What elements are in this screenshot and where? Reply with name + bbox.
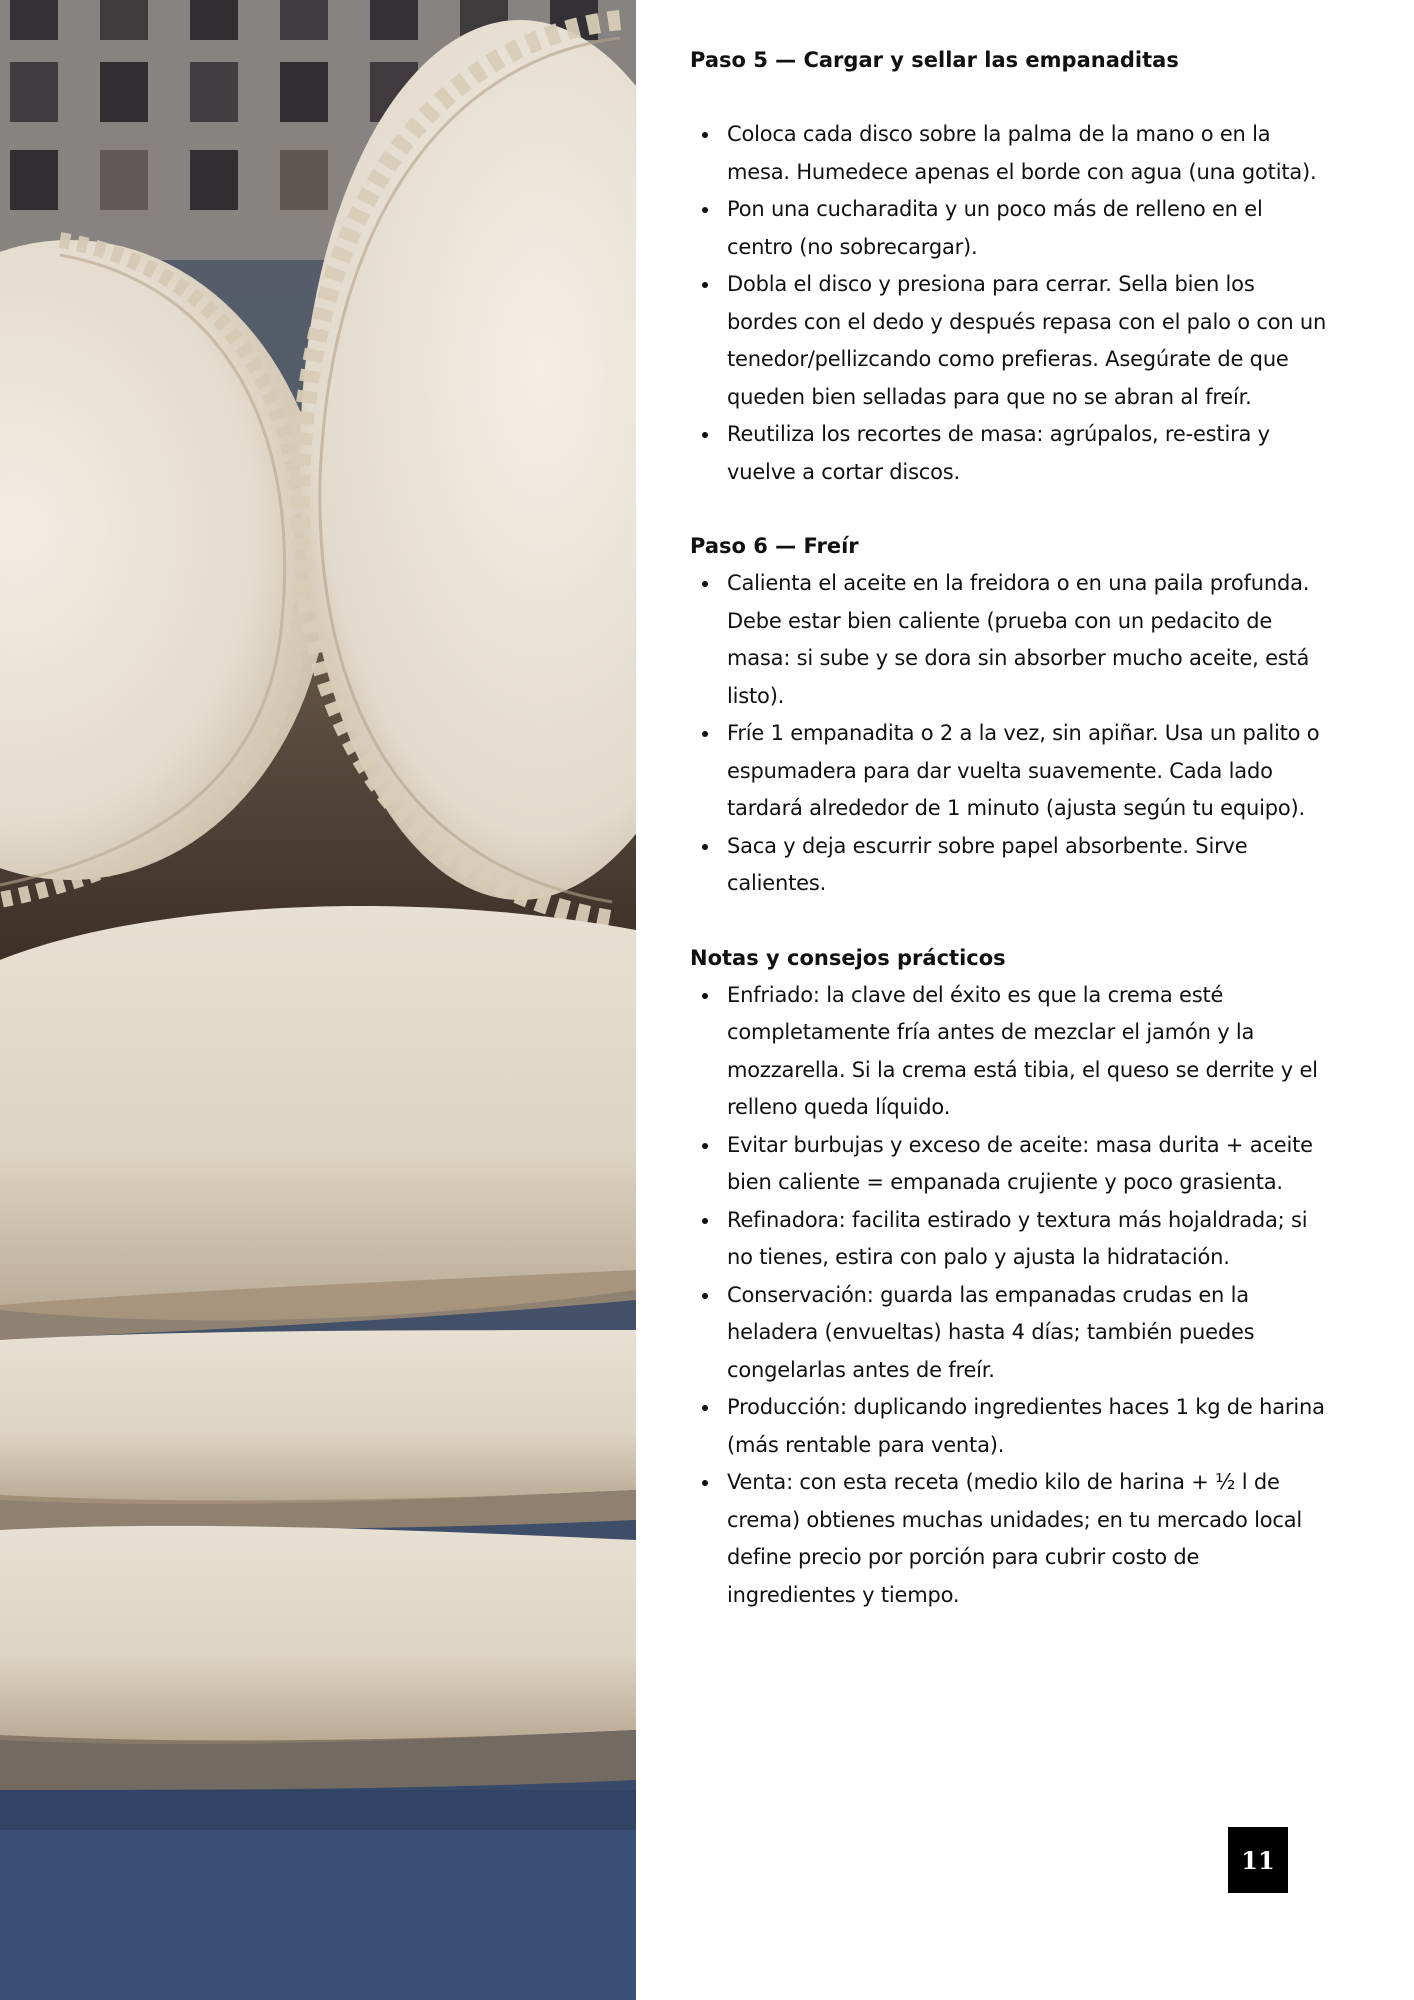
list-item [690, 977, 1330, 1127]
list-item-text: Conservación: guarda las empanadas crudas en la heladera (envueltas) hasta 4 días; también puedes congelarlas antes de freír. [727, 1282, 1255, 1382]
list-item-text: Enfriado: la clave del éxito es que la crema esté completamente fría antes de mezclar el jamón y la mozzarella. Si la crema está tibia, el queso se derrite y el relleno queda líquido. [727, 982, 1318, 1119]
list-item [690, 116, 1330, 191]
bullet-icon [702, 207, 708, 213]
bullet-icon [702, 1293, 708, 1299]
list-item-text: Venta: con esta receta (medio kilo de harina + ½ l de crema) obtienes muchas unidades; en tu mercado local define precio por porción para cubrir costo de ingredientes y tiempo. [727, 1470, 1303, 1607]
list-item [690, 715, 1330, 828]
list-item-text: Reutiliza los recortes de masa: agrúpalos, re-estira y vuelve a cortar discos. [727, 422, 1270, 484]
section-paso-5 [690, 42, 1330, 491]
bullet-icon [702, 432, 708, 438]
list-item-text: Saca y deja escurrir sobre papel absorbente. Sirve calientes. [727, 833, 1248, 895]
list-item-text: Refinadora: facilita estirado y textura más hojaldrada; si no tienes, estira con palo y ajusta la hidratación. [727, 1207, 1308, 1269]
list-item-text: Fríe 1 empanadita o 2 a la vez, sin apiñar. Usa un palito o espumadera para dar vuelta suavemente. Cada lado tardará alrededor de 1 minuto (ajusta según tu equipo). [727, 721, 1320, 820]
bullet-icon [702, 1218, 708, 1224]
bullet-icon [702, 1480, 708, 1486]
bullet-list [690, 977, 1330, 1615]
spacer [690, 79, 1330, 116]
list-item-text: Coloca cada disco sobre la palma de la mano o en la mesa. Humedece apenas el borde con agua (una gotita). [727, 122, 1317, 184]
bullet-icon [702, 581, 708, 587]
list-item-text: Dobla el disco y presiona para cerrar. Sella bien los bordes con el dedo y después repasa con el palo o con un tenedor/pellizcando como prefieras. Asegúrate de que queden bien selladas para que no se abran al freír. [727, 272, 1327, 409]
spacer [690, 903, 1330, 940]
bullet-icon [702, 132, 708, 138]
list-item-text: Calienta el aceite en la freidora o en una paila profunda. Debe estar bien caliente (prueba con un pedacito de masa: si sube y se dora sin absorber mucho aceite, está listo). [727, 571, 1310, 708]
list-item [690, 828, 1330, 903]
section-heading: Paso 6 — Freír [690, 534, 859, 558]
section-notas [690, 940, 1330, 1615]
page-number: 11 [1228, 1827, 1288, 1893]
recipe-content [690, 42, 1330, 1614]
bullet-icon [702, 844, 708, 850]
bullet-icon [702, 282, 708, 288]
list-item [690, 1202, 1330, 1277]
bullet-icon [702, 1143, 708, 1149]
empanadas-illustration [0, 0, 636, 2000]
bullet-icon [702, 731, 708, 737]
bullet-list [690, 565, 1330, 903]
list-item-text: Evitar burbujas y exceso de aceite: masa durita + aceite bien caliente = empanada crujiente y poco grasienta. [727, 1132, 1313, 1194]
list-item [690, 191, 1330, 266]
list-item [690, 266, 1330, 416]
section-paso-6 [690, 528, 1330, 903]
list-item [690, 1389, 1330, 1464]
list-item [690, 565, 1330, 715]
list-item [690, 1127, 1330, 1202]
bullet-icon [702, 1405, 708, 1411]
list-item [690, 1277, 1330, 1390]
empanadas-photo [0, 0, 636, 2000]
bullet-list [690, 116, 1330, 491]
list-item [690, 1464, 1330, 1614]
bullet-icon [702, 993, 708, 999]
spacer [690, 491, 1330, 528]
list-item [690, 416, 1330, 491]
section-heading: Paso 5 — Cargar y sellar las empanaditas [690, 48, 1179, 72]
section-heading: Notas y consejos prácticos [690, 945, 1006, 970]
list-item-text: Producción: duplicando ingredientes haces 1 kg de harina (más rentable para venta). [727, 1395, 1325, 1457]
list-item-text: Pon una cucharadita y un poco más de relleno en el centro (no sobrecargar). [727, 197, 1263, 259]
